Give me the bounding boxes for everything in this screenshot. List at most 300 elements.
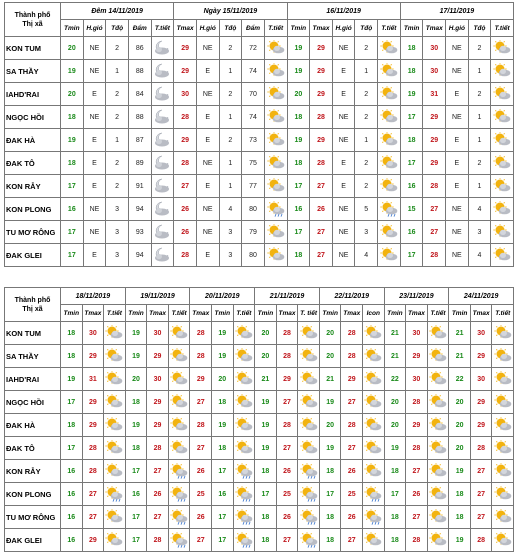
column-header: T.tiết	[104, 305, 126, 322]
city-name: ĐAK HÀ	[5, 129, 61, 152]
value-cell: 28	[82, 460, 104, 483]
column-header: Tmax	[147, 305, 169, 322]
weather-cell	[104, 322, 126, 345]
value-cell: 1	[468, 175, 491, 198]
column-header: Tđộ	[355, 20, 378, 37]
value-cell: 29	[470, 414, 492, 437]
value-cell: 19	[400, 83, 423, 106]
weather-cell	[378, 198, 401, 221]
column-header: T.tiết	[491, 20, 514, 37]
city-name: SA THẦY	[5, 345, 61, 368]
sun-cloud-icon	[300, 325, 318, 341]
sun-cloud-icon	[105, 532, 123, 548]
weather-cell	[492, 391, 514, 414]
city-name: ĐAK GLEI	[5, 244, 61, 267]
sun-cloud-icon	[493, 109, 511, 125]
column-header: Icon	[363, 305, 385, 322]
weather-cell	[104, 460, 126, 483]
column-header: H.gió	[83, 20, 106, 37]
value-cell: 19	[61, 368, 83, 391]
sun-cloud-icon	[364, 417, 382, 433]
sun-cloud-icon	[494, 440, 512, 456]
value-cell: 27	[470, 506, 492, 529]
value-cell: E	[83, 244, 106, 267]
value-cell: 30	[470, 322, 492, 345]
sun-cloud-icon	[105, 325, 123, 341]
value-cell: 19	[125, 322, 147, 345]
sun-cloud-icon	[235, 371, 253, 387]
weather-cell	[104, 391, 126, 414]
night-cloud-icon	[153, 86, 171, 102]
value-cell: 80	[242, 198, 265, 221]
weather-cell	[264, 152, 287, 175]
value-cell: 17	[287, 221, 310, 244]
value-cell: 89	[128, 152, 151, 175]
column-header: T.tiết	[233, 305, 255, 322]
weather-cell	[168, 322, 190, 345]
weather-cell	[168, 460, 190, 483]
sun-rain-icon	[364, 486, 382, 502]
value-cell: 26	[310, 198, 333, 221]
weather-cell	[378, 83, 401, 106]
value-cell: NE	[83, 221, 106, 244]
value-cell: 28	[82, 437, 104, 460]
value-cell: 4	[355, 244, 378, 267]
weather-cell	[264, 198, 287, 221]
value-cell: 17	[212, 460, 234, 483]
sun-rain-icon	[300, 532, 318, 548]
weather-cell	[233, 345, 255, 368]
weather-cell	[233, 414, 255, 437]
value-cell: 29	[470, 391, 492, 414]
weather-cell	[298, 506, 320, 529]
value-cell: 19	[449, 529, 471, 552]
sun-cloud-icon	[364, 348, 382, 364]
value-cell: 20	[449, 391, 471, 414]
weather-cell	[363, 391, 385, 414]
value-cell: 30	[82, 322, 104, 345]
weather-cell	[233, 529, 255, 552]
value-cell: 28	[147, 437, 169, 460]
weather-cell	[492, 345, 514, 368]
value-cell: 19	[287, 129, 310, 152]
value-cell: 28	[341, 414, 363, 437]
column-header: Đẩm	[128, 20, 151, 37]
sun-cloud-icon	[235, 417, 253, 433]
sun-cloud-icon	[429, 440, 447, 456]
sun-rain-icon	[170, 486, 188, 502]
value-cell: 19	[255, 414, 277, 437]
sun-cloud-icon	[105, 463, 123, 479]
value-cell: 28	[341, 322, 363, 345]
sun-cloud-icon	[267, 224, 285, 240]
sun-cloud-icon	[380, 40, 398, 56]
sun-cloud-icon	[105, 509, 123, 525]
weather-cell	[492, 460, 514, 483]
sun-rain-icon	[170, 509, 188, 525]
column-header: Tmin	[61, 305, 83, 322]
value-cell: 27	[190, 391, 212, 414]
weather-cell	[104, 345, 126, 368]
value-cell: 18	[255, 460, 277, 483]
value-cell: NE	[83, 106, 106, 129]
table-row	[5, 391, 514, 414]
weather-cell	[168, 391, 190, 414]
value-cell: 2	[355, 175, 378, 198]
weather-cell	[427, 322, 449, 345]
value-cell: 19	[212, 322, 234, 345]
sun-cloud-icon	[429, 509, 447, 525]
city-name: SA THẦY	[5, 60, 61, 83]
value-cell: 19	[255, 391, 277, 414]
weather-cell	[363, 414, 385, 437]
value-cell: 26	[190, 460, 212, 483]
value-cell: 21	[384, 345, 406, 368]
value-cell: 28	[174, 106, 197, 129]
value-cell: 31	[82, 368, 104, 391]
sun-cloud-icon	[267, 63, 285, 79]
value-cell: 19	[319, 391, 341, 414]
value-cell: 28	[406, 437, 428, 460]
value-cell: 1	[355, 129, 378, 152]
value-cell: 16	[400, 175, 423, 198]
value-cell: 21	[449, 345, 471, 368]
weather-cell	[491, 37, 514, 60]
value-cell: 16	[61, 198, 84, 221]
value-cell: 18	[400, 60, 423, 83]
sun-cloud-icon	[493, 247, 511, 263]
weather-cell	[168, 529, 190, 552]
city-name: ĐAK TÔ	[5, 152, 61, 175]
value-cell: 75	[242, 152, 265, 175]
value-cell: 18	[255, 529, 277, 552]
value-cell: 2	[219, 129, 242, 152]
column-header: Tmax	[406, 305, 428, 322]
value-cell: 21	[449, 322, 471, 345]
sun-cloud-icon	[235, 394, 253, 410]
city-name: KON RẪY	[5, 460, 61, 483]
sun-rain-icon	[380, 201, 398, 217]
sun-cloud-icon	[429, 486, 447, 502]
value-cell: 28	[310, 152, 333, 175]
value-cell: 29	[423, 152, 446, 175]
weather-cell	[168, 506, 190, 529]
sun-cloud-icon	[267, 86, 285, 102]
city-name: NGỌC HỒI	[5, 106, 61, 129]
value-cell: E	[332, 83, 355, 106]
value-cell: NE	[196, 37, 219, 60]
weather-cell	[233, 368, 255, 391]
sun-cloud-icon	[105, 417, 123, 433]
table-row	[5, 152, 514, 175]
weather-cell	[491, 106, 514, 129]
weather-cell	[151, 83, 174, 106]
value-cell: 28	[276, 322, 298, 345]
weather-cell	[491, 152, 514, 175]
value-cell: 20	[384, 414, 406, 437]
sun-cloud-icon	[170, 325, 188, 341]
value-cell: 16	[61, 529, 83, 552]
value-cell: 29	[147, 391, 169, 414]
weather-cell	[378, 37, 401, 60]
value-cell: NE	[196, 198, 219, 221]
value-cell: 19	[212, 414, 234, 437]
value-cell: 1	[219, 60, 242, 83]
value-cell: 16	[61, 506, 83, 529]
sun-cloud-icon	[364, 532, 382, 548]
city-name: TU MƠ RÔNG	[5, 221, 61, 244]
value-cell: 93	[128, 221, 151, 244]
sun-cloud-icon	[494, 509, 512, 525]
weather-cell	[298, 368, 320, 391]
value-cell: 29	[147, 414, 169, 437]
day-header: 23/11/2019	[384, 288, 449, 305]
weather-cell	[427, 437, 449, 460]
city-header-line1: Thành phố	[14, 296, 51, 304]
column-header: T. tiết	[298, 305, 320, 322]
value-cell: 19	[125, 414, 147, 437]
column-header: Tđộ	[219, 20, 242, 37]
value-cell: NE	[196, 83, 219, 106]
value-cell: NE	[446, 37, 469, 60]
value-cell: NE	[83, 60, 106, 83]
city-header-line2: Thị xã	[22, 305, 43, 313]
sun-rain-icon	[235, 532, 253, 548]
value-cell: 28	[174, 244, 197, 267]
value-cell: 19	[61, 129, 84, 152]
value-cell: 27	[276, 437, 298, 460]
sun-cloud-icon	[494, 371, 512, 387]
value-cell: 18	[449, 483, 471, 506]
weather-cell	[233, 322, 255, 345]
value-cell: 17	[400, 106, 423, 129]
weather-cell	[264, 60, 287, 83]
sun-cloud-icon	[170, 394, 188, 410]
value-cell: 20	[61, 37, 84, 60]
value-cell: 2	[355, 106, 378, 129]
sun-cloud-icon	[429, 348, 447, 364]
value-cell: 22	[449, 368, 471, 391]
weather-cell	[168, 368, 190, 391]
column-header: Tmin	[449, 305, 471, 322]
city-name: ĐAK TÔ	[5, 437, 61, 460]
value-cell: 2	[468, 37, 491, 60]
value-cell: 27	[82, 483, 104, 506]
sun-cloud-icon	[493, 132, 511, 148]
weather-cell	[298, 483, 320, 506]
value-cell: 28	[174, 152, 197, 175]
table-row	[5, 198, 514, 221]
table-row	[5, 60, 514, 83]
value-cell: 18	[255, 506, 277, 529]
value-cell: 18	[319, 529, 341, 552]
value-cell: E	[196, 175, 219, 198]
value-cell: 29	[82, 391, 104, 414]
weather-cell	[264, 37, 287, 60]
value-cell: 2	[106, 152, 129, 175]
sun-cloud-icon	[493, 201, 511, 217]
value-cell: 16	[287, 198, 310, 221]
sun-cloud-icon	[170, 371, 188, 387]
value-cell: 3	[355, 221, 378, 244]
column-header: H.gió	[196, 20, 219, 37]
weather-cell	[378, 175, 401, 198]
sun-cloud-icon	[429, 394, 447, 410]
value-cell: 17	[287, 175, 310, 198]
value-cell: 17	[61, 221, 84, 244]
sun-cloud-icon	[364, 325, 382, 341]
value-cell: 25	[190, 483, 212, 506]
value-cell: 31	[423, 83, 446, 106]
value-cell: 27	[82, 506, 104, 529]
sun-cloud-icon	[429, 463, 447, 479]
day-header: Đêm 14/11/2019	[61, 3, 174, 20]
weather-cell	[298, 414, 320, 437]
value-cell: 26	[406, 483, 428, 506]
value-cell: 19	[319, 437, 341, 460]
weather-cell	[427, 506, 449, 529]
value-cell: 3	[468, 221, 491, 244]
value-cell: 28	[276, 414, 298, 437]
value-cell: E	[196, 60, 219, 83]
value-cell: 16	[61, 460, 83, 483]
value-cell: 84	[128, 83, 151, 106]
weather-cell	[264, 83, 287, 106]
value-cell: 17	[125, 529, 147, 552]
value-cell: 17	[125, 460, 147, 483]
sun-cloud-icon	[267, 40, 285, 56]
weather-cell	[492, 322, 514, 345]
weather-cell	[151, 198, 174, 221]
value-cell: 27	[423, 221, 446, 244]
column-header: T.tiết	[168, 305, 190, 322]
sun-cloud-icon	[493, 224, 511, 240]
value-cell: 30	[406, 322, 428, 345]
sun-cloud-icon	[105, 440, 123, 456]
weather-cell	[298, 437, 320, 460]
city-column-header	[5, 288, 61, 322]
value-cell: 28	[190, 414, 212, 437]
value-cell: 27	[341, 391, 363, 414]
value-cell: 28	[190, 345, 212, 368]
column-header: Tmin	[125, 305, 147, 322]
value-cell: 86	[128, 37, 151, 60]
value-cell: 20	[125, 368, 147, 391]
day-header: Ngày 15/11/2019	[174, 3, 287, 20]
table-row	[5, 483, 514, 506]
value-cell: 20	[319, 345, 341, 368]
value-cell: 1	[219, 175, 242, 198]
weather-cell	[298, 529, 320, 552]
value-cell: 1	[106, 60, 129, 83]
value-cell: 20	[287, 83, 310, 106]
value-cell: 18	[212, 437, 234, 460]
weather-cell	[298, 322, 320, 345]
city-header-line2: Thị xã	[22, 20, 43, 28]
sun-cloud-icon	[300, 440, 318, 456]
weather-cell	[233, 506, 255, 529]
sun-cloud-icon	[105, 371, 123, 387]
weather-cell	[168, 483, 190, 506]
value-cell: 2	[106, 175, 129, 198]
sun-cloud-icon	[235, 348, 253, 364]
night-cloud-icon	[153, 201, 171, 217]
value-cell: 5	[355, 198, 378, 221]
weather-cell	[363, 529, 385, 552]
sun-cloud-icon	[380, 178, 398, 194]
weather-cell	[104, 414, 126, 437]
value-cell: 2	[106, 83, 129, 106]
weather-cell	[104, 368, 126, 391]
value-cell: 26	[174, 221, 197, 244]
value-cell: 18	[400, 37, 423, 60]
table-row	[5, 368, 514, 391]
value-cell: E	[332, 152, 355, 175]
night-cloud-icon	[153, 132, 171, 148]
value-cell: 18	[61, 345, 83, 368]
value-cell: NE	[196, 221, 219, 244]
value-cell: 18	[449, 506, 471, 529]
weather-cell	[427, 483, 449, 506]
weather-cell	[491, 83, 514, 106]
sun-rain-icon	[170, 532, 188, 548]
value-cell: NE	[332, 129, 355, 152]
sun-cloud-icon	[267, 132, 285, 148]
sun-cloud-icon	[364, 440, 382, 456]
value-cell: NE	[332, 198, 355, 221]
value-cell: NE	[446, 60, 469, 83]
value-cell: 27	[470, 460, 492, 483]
table-row	[5, 322, 514, 345]
weather-cell	[233, 437, 255, 460]
value-cell: 27	[276, 529, 298, 552]
column-header: Tmin	[384, 305, 406, 322]
sun-cloud-icon	[267, 178, 285, 194]
value-cell: 87	[128, 129, 151, 152]
value-cell: 20	[319, 414, 341, 437]
value-cell: 15	[400, 198, 423, 221]
weather-cell	[298, 460, 320, 483]
weather-cell	[491, 175, 514, 198]
value-cell: 29	[470, 345, 492, 368]
weather-cell	[298, 345, 320, 368]
value-cell: 18	[125, 437, 147, 460]
value-cell: 29	[406, 414, 428, 437]
value-cell: 29	[190, 368, 212, 391]
value-cell: 2	[106, 37, 129, 60]
value-cell: 29	[423, 106, 446, 129]
table-row	[5, 529, 514, 552]
sun-cloud-icon	[429, 325, 447, 341]
value-cell: 17	[255, 483, 277, 506]
value-cell: 19	[287, 60, 310, 83]
value-cell: 25	[341, 483, 363, 506]
column-header: T.tiết	[264, 20, 287, 37]
value-cell: 27	[341, 529, 363, 552]
value-cell: 20	[61, 83, 84, 106]
value-cell: 2	[355, 152, 378, 175]
day-header: 24/11/2019	[449, 288, 514, 305]
day-header: 18/11/2019	[61, 288, 126, 305]
weather-cell	[151, 106, 174, 129]
value-cell: 29	[310, 60, 333, 83]
value-cell: 29	[310, 37, 333, 60]
value-cell: 28	[310, 106, 333, 129]
sun-cloud-icon	[493, 86, 511, 102]
weather-cell	[363, 437, 385, 460]
value-cell: 18	[125, 391, 147, 414]
sun-cloud-icon	[494, 463, 512, 479]
